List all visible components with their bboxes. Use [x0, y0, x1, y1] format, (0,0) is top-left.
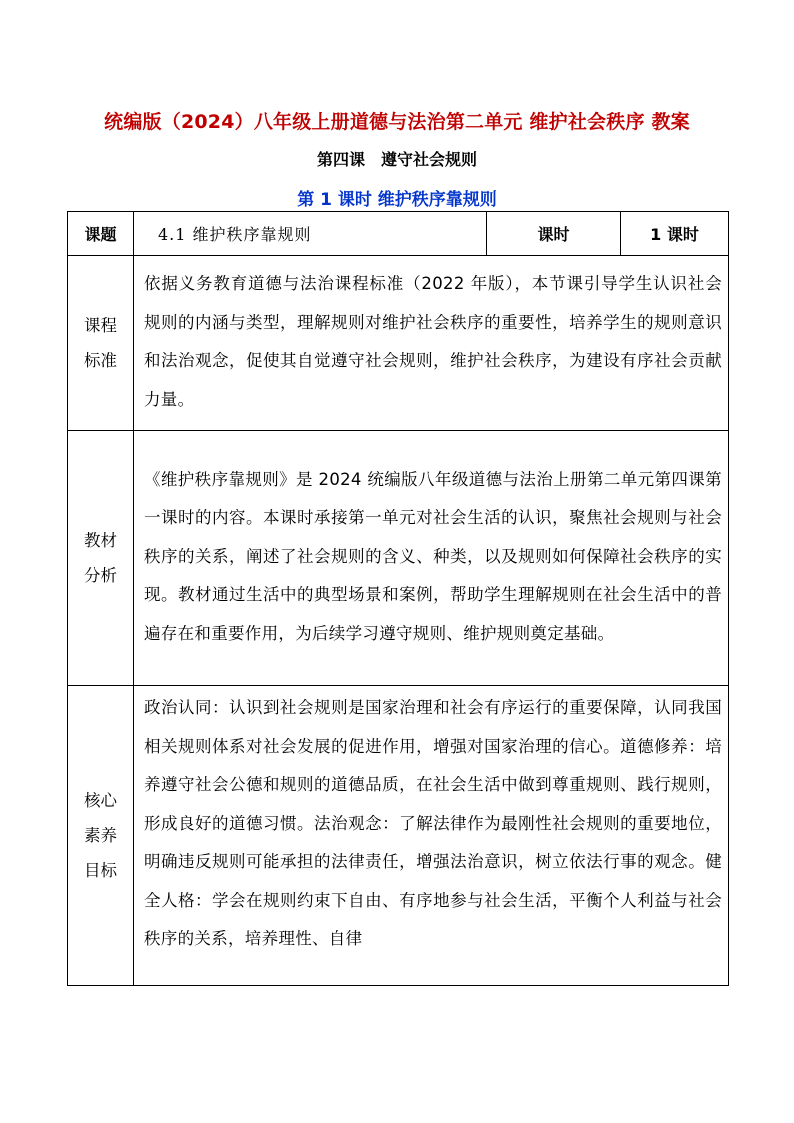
row-label [68, 686, 134, 986]
row-content: 政治认同：认识到社会规则是国家治理和社会有序运行的重要保障，认同我国相关规则体系对社会发展的促进作用，增强对国家治理的信心。道德修养：培养遵守社会公德和规则的道德品质，在社会生活中做到尊重规则、践行规则，形成良好的道德习惯。法治观念：了解法律作为最刚性社会规则的重要地位，明确违反规则可能承担的法律责任，增强法治意识，树立依法行事的观念。健全人格：学会在规则约束下自由、有序地参与社会生活，平衡个人利益与社会秩序的关系，培养理性、自律 [134, 686, 729, 986]
row-label [68, 256, 134, 431]
topic-label: 课题 [68, 212, 134, 256]
lesson-heading: 第四课 遵守社会规则 [316, 150, 477, 169]
row-label [68, 431, 134, 686]
table-row [68, 686, 729, 986]
period-heading: 第 1 课时 维护秩序靠规则 [297, 190, 497, 210]
lesson-plan-table [67, 211, 729, 986]
row-label-line: 标准 [84, 351, 117, 370]
row-label-line: 课程 [84, 316, 117, 335]
table-row [68, 256, 729, 431]
topic-value: 4.1 维护秩序靠规则 [134, 212, 487, 256]
row-content: 依据义务教育道德与法治课程标准（2022 年版），本节课引导学生认识社会规则的内涵与类型，理解规则对维护社会秩序的重要性，培养学生的规则意识和法治观念，促使其自觉遵守社会规则，维护社会秩序，为建设有序社会贡献力量。 [134, 256, 729, 431]
document-title: 统编版（2024）八年级上册道德与法治第二单元 维护社会秩序 教案 [104, 111, 690, 133]
row-label-line: 目标 [84, 861, 117, 880]
row-label-line: 核心 [84, 791, 117, 810]
hours-label: 课时 [487, 212, 621, 256]
table-row [68, 431, 729, 686]
table-header-row [68, 212, 729, 256]
row-label-line: 教材 [84, 531, 117, 550]
row-label-line: 素养 [84, 826, 117, 845]
row-content: 《维护秩序靠规则》是 2024 统编版八年级道德与法治上册第二单元第四课第一课时的内容。本课时承接第一单元对社会生活的认识，聚焦社会规则与社会秩序的关系，阐述了社会规则的含义、种类，以及规则如何保障社会秩序的实现。教材通过生活中的典型场景和案例，帮助学生理解规则在社会生活中的普遍存在和重要作用，为后续学习遵守规则、维护规则奠定基础。 [134, 431, 729, 686]
row-label-line: 分析 [84, 566, 117, 585]
hours-value: 1 课时 [621, 212, 729, 256]
